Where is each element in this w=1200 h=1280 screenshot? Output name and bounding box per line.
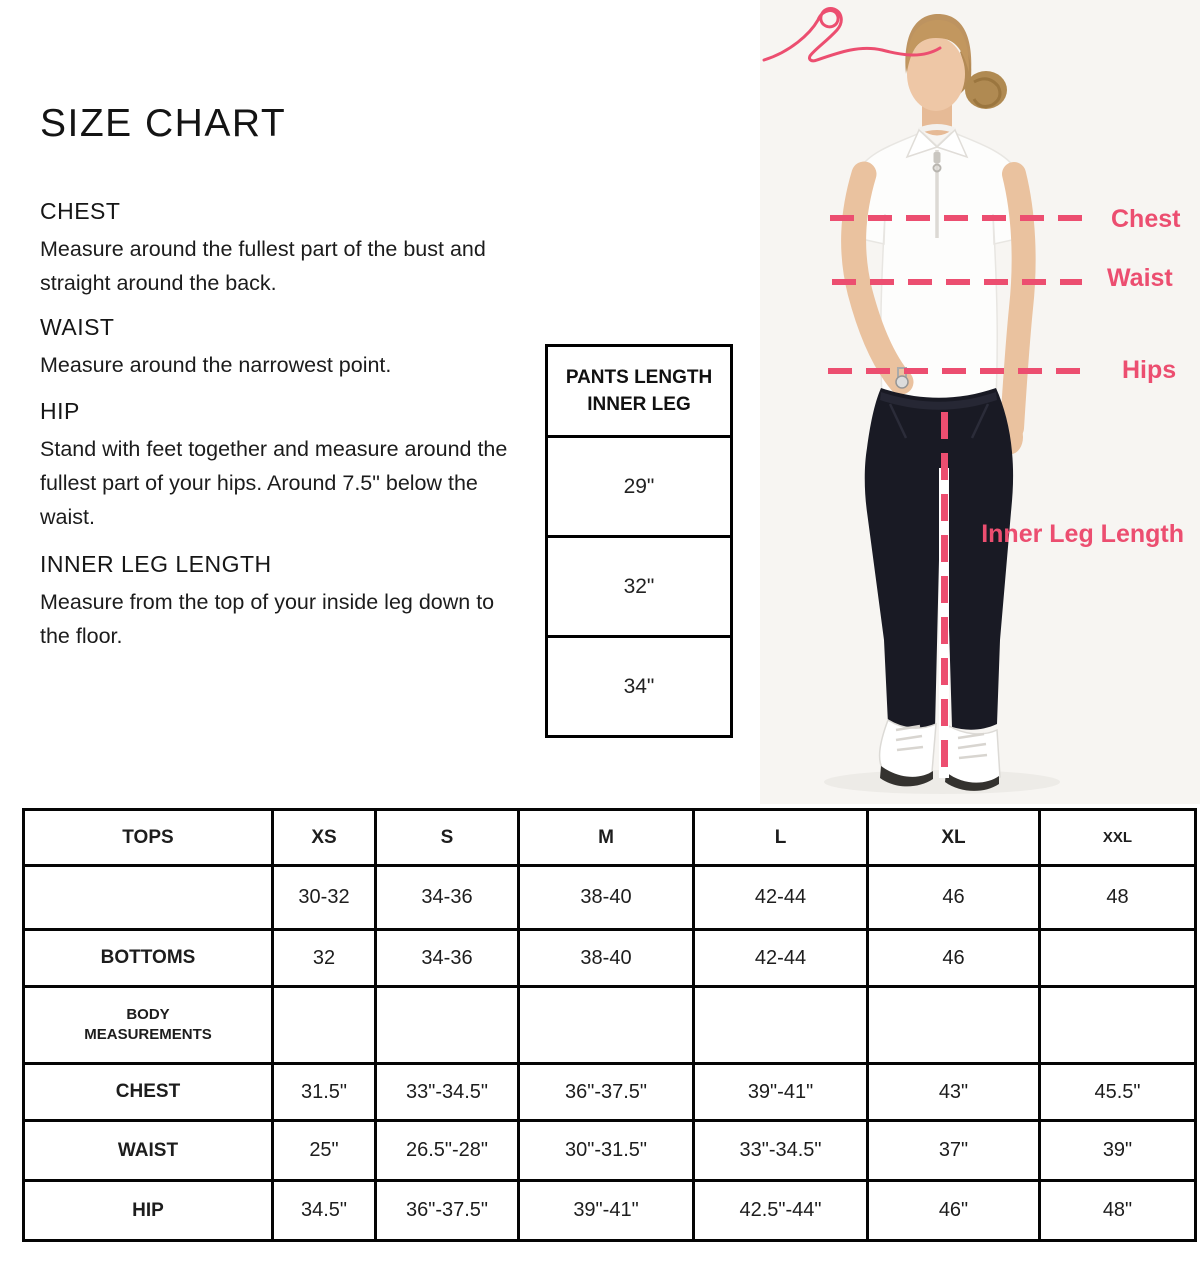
size-table-section [22, 808, 1196, 1242]
size-table-corner-header: TOPS [24, 810, 273, 866]
size-table-row [24, 1064, 1196, 1121]
guide-heading-inner-leg: INNER LEG LENGTH [40, 551, 272, 577]
size-cell: 30-32 [273, 866, 376, 930]
heart-squiggle-icon [760, 0, 944, 68]
size-col-header-xs: XS [273, 810, 376, 866]
guide-body-waist: Measure around the narrowest point. [40, 353, 392, 377]
pants-length-table [545, 344, 733, 738]
size-cell: 32 [273, 930, 376, 987]
size-cell: 36"-37.5" [519, 1064, 694, 1121]
size-cell: 36"-37.5" [376, 1181, 519, 1241]
size-table-row [24, 1181, 1196, 1241]
size-cell: 33"-34.5" [376, 1064, 519, 1121]
size-cell [868, 987, 1040, 1064]
size-cell: 45.5" [1040, 1064, 1196, 1121]
size-cell: 25" [273, 1121, 376, 1181]
woman-figure-illustration [760, 0, 1200, 804]
pants-length-value: 29" [548, 435, 730, 535]
size-cell: 43" [868, 1064, 1040, 1121]
guide-body-inner-leg: Measure from the top of your inside leg down to the floor. [40, 590, 495, 648]
size-row-label: CHEST [24, 1064, 273, 1121]
pants-header-line2: INNER LEG [587, 394, 691, 415]
size-cell: 31.5" [273, 1064, 376, 1121]
size-cell: 38-40 [519, 930, 694, 987]
waist-label: Waist [1107, 264, 1173, 292]
size-cell: 30"-31.5" [519, 1121, 694, 1181]
guide-body-chest: Measure around the fullest part of the bust and straight around the back. [40, 237, 486, 295]
size-cell: 39"-41" [519, 1181, 694, 1241]
size-row-label [24, 866, 273, 930]
size-col-header-xl: XL [868, 810, 1040, 866]
page-title: SIZE CHART [40, 102, 287, 145]
size-cell: 34.5" [273, 1181, 376, 1241]
guide-section-chest [40, 198, 510, 300]
size-cell: 42-44 [694, 930, 868, 987]
size-col-header-s: S [376, 810, 519, 866]
size-cell: 26.5"-28" [376, 1121, 519, 1181]
chest-label: Chest [1111, 205, 1181, 233]
size-table-row [24, 930, 1196, 987]
guide-heading-hip: HIP [40, 398, 80, 424]
size-row-label: BOTTOMS [24, 930, 273, 987]
size-col-header-xxl: XXL [1040, 810, 1196, 866]
size-cell: 46 [868, 930, 1040, 987]
size-cell: 46" [868, 1181, 1040, 1241]
pants-length-table-header [548, 347, 730, 435]
size-cell [694, 987, 868, 1064]
size-cell: 33"-34.5" [694, 1121, 868, 1181]
size-cell: 46 [868, 866, 1040, 930]
guide-section-inner-leg [40, 551, 510, 653]
pants-header-line1: PANTS LENGTH [565, 367, 713, 388]
size-cell: 34-36 [376, 866, 519, 930]
size-table-header-row [24, 810, 1196, 866]
hips-label: Hips [1122, 356, 1177, 384]
size-cell: 39" [1040, 1121, 1196, 1181]
size-cell [273, 987, 376, 1064]
size-table-row [24, 987, 1196, 1064]
size-cell [376, 987, 519, 1064]
size-cell: 42-44 [694, 866, 868, 930]
size-cell: 34-36 [376, 930, 519, 987]
guide-section-hip [40, 398, 510, 534]
size-cell: 48 [1040, 866, 1196, 930]
size-row-label: WAIST [24, 1121, 273, 1181]
size-cell: 48" [1040, 1181, 1196, 1241]
guide-section-waist [40, 314, 510, 382]
size-cell [1040, 930, 1196, 987]
size-col-header-m: M [519, 810, 694, 866]
size-cell: 37" [868, 1121, 1040, 1181]
size-chart-table [22, 808, 1197, 1242]
chest-measure-line [830, 215, 1094, 221]
size-cell: 38-40 [519, 866, 694, 930]
guide-heading-chest: CHEST [40, 198, 121, 224]
pants-length-value: 34" [548, 635, 730, 735]
size-cell: 39"-41" [694, 1064, 868, 1121]
size-table-row [24, 1121, 1196, 1181]
size-col-header-l: L [694, 810, 868, 866]
size-row-label: HIP [24, 1181, 273, 1241]
guide-heading-waist: WAIST [40, 314, 115, 340]
waist-measure-line [832, 279, 1082, 285]
model-photo [760, 0, 1200, 804]
guide-body-hip: Stand with feet together and measure around the fullest part of your hips. Around 7.5" below the waist. [40, 437, 508, 529]
size-cell [1040, 987, 1196, 1064]
size-table-row [24, 866, 1196, 930]
pants-length-value: 32" [548, 535, 730, 635]
size-cell [519, 987, 694, 1064]
inner-leg-measure-line [941, 412, 948, 778]
inner-leg-label: Inner Leg Length [981, 520, 1184, 548]
size-row-label: BODY MEASUREMENTS [24, 987, 273, 1064]
hips-measure-line [828, 368, 1094, 374]
size-cell: 42.5"-44" [694, 1181, 868, 1241]
